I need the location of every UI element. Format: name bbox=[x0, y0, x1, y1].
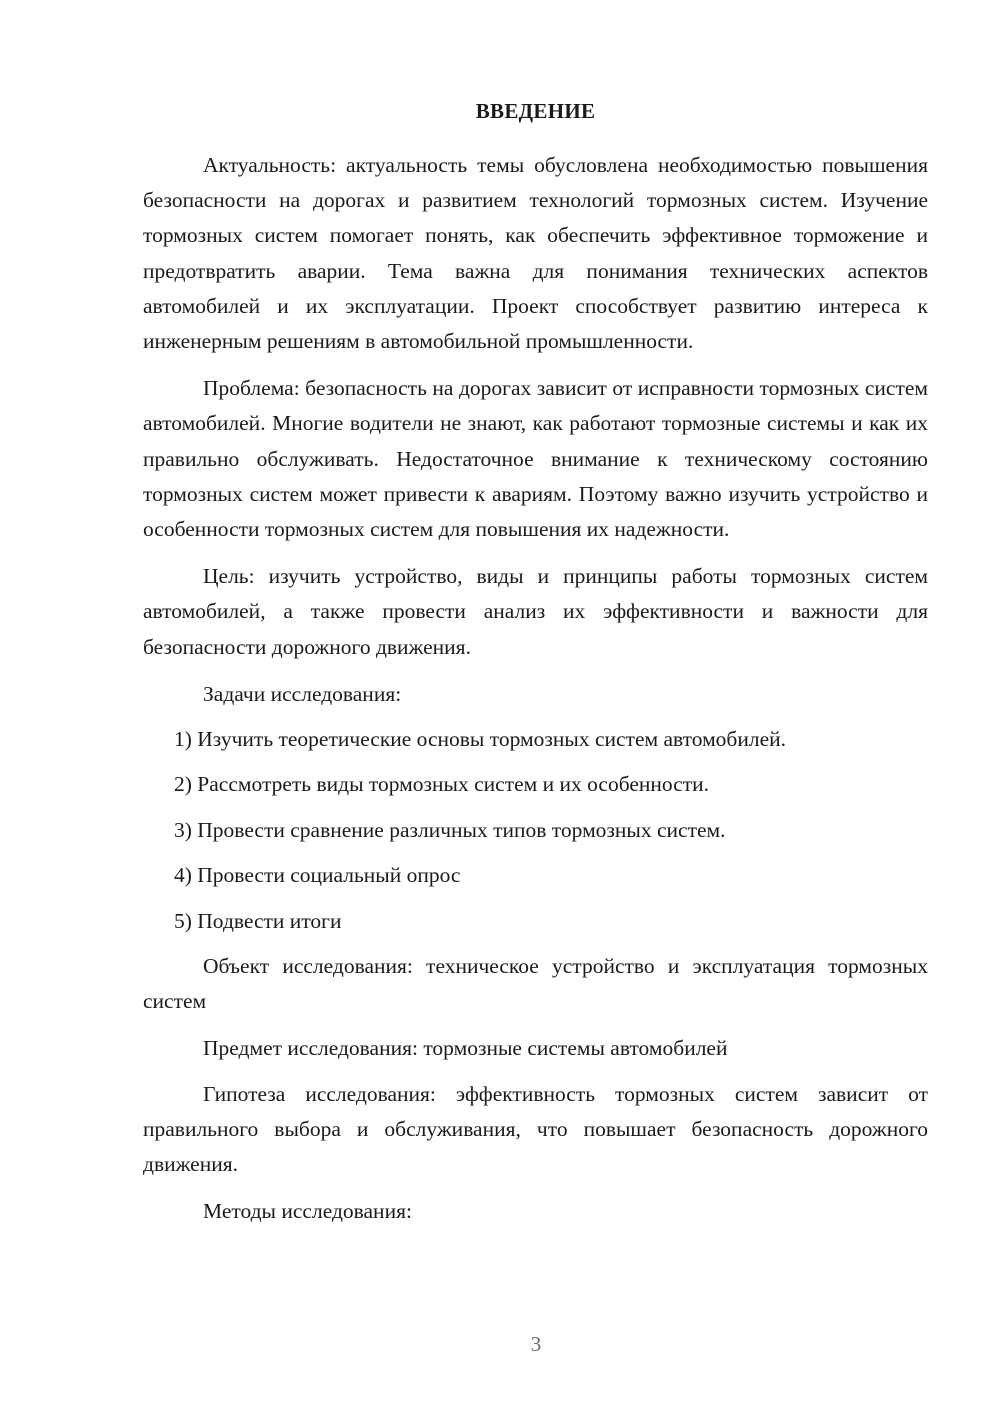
paragraph-object: Объект исследования: техническое устройство и эксплуатация тормозных систем bbox=[143, 954, 928, 1014]
page-number: 3 bbox=[530, 1332, 542, 1356]
paragraph-subject: Предмет исследования: тормозные системы автомобилей bbox=[203, 1036, 728, 1061]
paragraph-methods-intro: Методы исследования: bbox=[203, 1199, 412, 1224]
list-item: 2) Рассмотреть виды тормозных систем и их особенности. bbox=[174, 772, 710, 797]
tasks-list bbox=[143, 722, 928, 939]
paragraph-hypothesis: Гипотеза исследования: эффективность тормозных систем зависит от правильного выбора и обслуживания, что повышает безопасность дорожного движения. bbox=[143, 1081, 928, 1177]
paragraph-problem: Проблема: безопасность на дорогах зависит от исправности тормозных систем автомобилей. Многие водители не знают, как работают тормозные системы и как их правильно обслуживать. Недостаточное внимание к техническому состоянию тормозных систем может привести к авариям. Поэтому важно изучить устройство и особенности тормозных систем для повышения их надежности. bbox=[143, 376, 928, 542]
paragraph-tasks-intro: Задачи исследования: bbox=[203, 681, 402, 706]
list-item: 3) Провести сравнение различных типов тормозных систем. bbox=[174, 817, 726, 842]
list-item: 4) Провести социальный опрос bbox=[174, 863, 461, 888]
section-heading: ВВЕДЕНИЕ bbox=[475, 99, 596, 123]
paragraph-relevance: Актуальность: актуальность темы обусловлена необходимостью повышения безопасности на дорогах и развитием технологий тормозных систем. Изучение тормозных систем помогает понять, как обеспечить эффективное торможение и предотвратить аварии. Тема важна для понимания технических аспектов автомобилей и их эксплуатации. Проект способствует развитию интереса к инженерным решениям в автомобильной промышленности. bbox=[143, 153, 928, 354]
list-item: 5) Подвести итоги bbox=[174, 908, 342, 933]
list-item: 1) Изучить теоретические основы тормозных систем автомобилей. bbox=[174, 727, 787, 752]
document-page bbox=[143, 96, 928, 1239]
paragraph-goal: Цель: изучить устройство, виды и принципы работы тормозных систем автомобилей, а также провести анализ их эффективности и важности для безопасности дорожного движения. bbox=[143, 564, 928, 659]
